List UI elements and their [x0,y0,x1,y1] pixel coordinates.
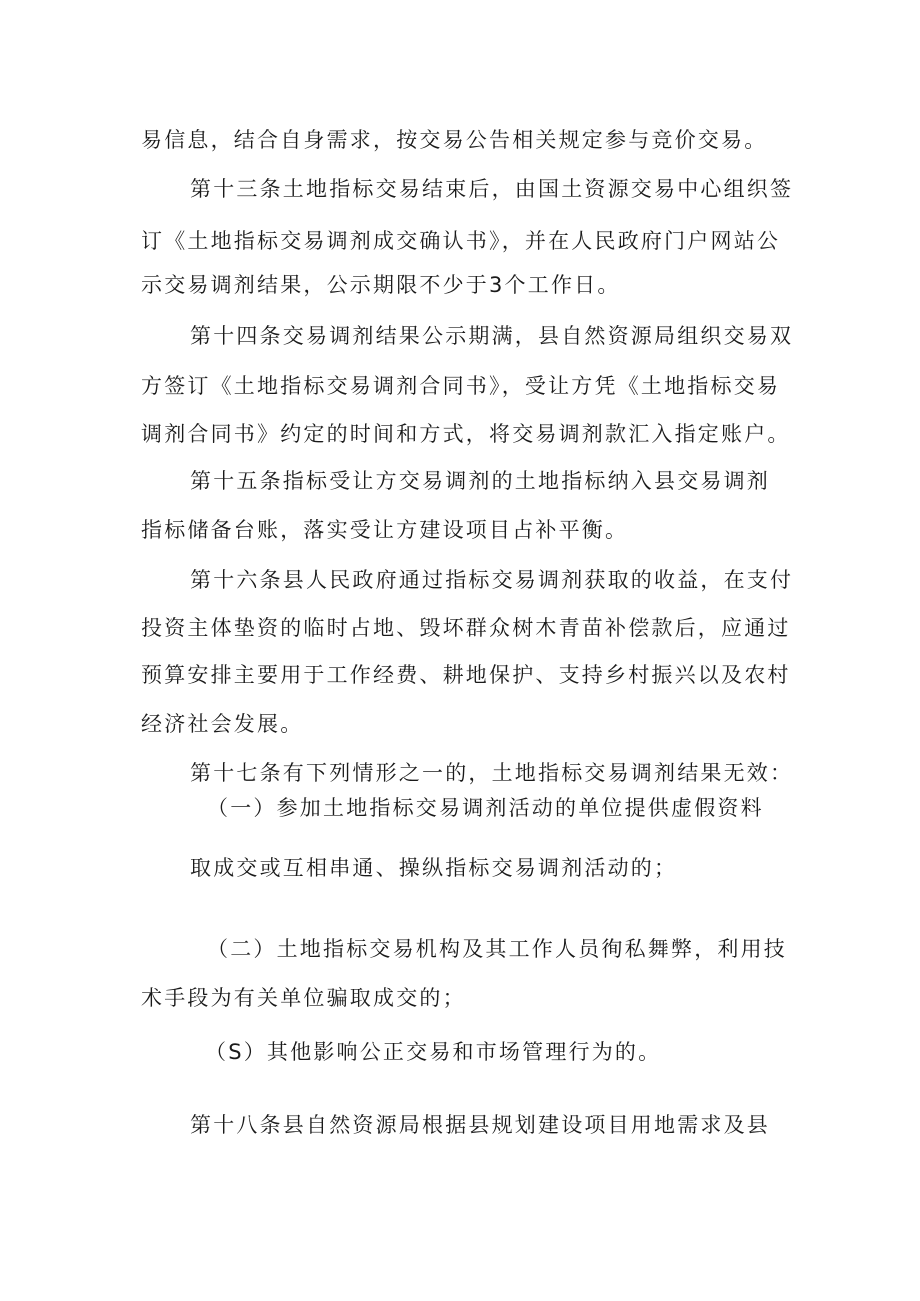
text-line-1: 易信息，结合自身需求，按交易公告相关规定参与竞价交易。 [141,128,768,152]
text-line-4: 示交易调剂结果，公示期限不少于3个工作日。 [141,273,621,297]
text-line-18: 术手段为有关单位骗取成交的； [141,986,466,1010]
text-line-20: 第十八条县自然资源局根据县规划建设项目用地需求及县 [190,1113,770,1137]
text-line-10: 第十六条县人民政府通过指标交易调剂获取的收益，在支付 [190,568,794,592]
text-line-5: 第十四条交易调剂结果公示期满，县自然资源局组织交易双 [190,324,794,348]
text-line-8: 第十五条指标受让方交易调剂的土地指标纳入县交易调剂 [190,469,770,493]
text-line-15: （一）参加土地指标交易调剂活动的单位提供虚假资料 [207,796,764,820]
text-line-7: 调剂合同书》约定的时间和方式，将交易调剂款汇入指定账户。 [141,422,791,446]
text-line-9: 指标储备台账，落实受让方建设项目占补平衡。 [141,518,629,542]
text-line-17: （二）土地指标交易机构及其工作人员徇私舞弊，利用技 [207,937,787,961]
text-line-11: 投资主体垫资的临时占地、毁坏群众树木青苗补偿款后，应通过 [141,616,791,640]
text-line-2: 第十三条土地指标交易结束后，由国土资源交易中心组织签 [190,177,794,201]
text-line-12: 预算安排主要用于工作经费、耕地保护、支持乡村振兴以及农村 [141,663,791,687]
text-line-16: 取成交或互相串通、操纵指标交易调剂活动的； [190,856,678,880]
text-line-14: 第十七条有下列情形之一的，土地指标交易调剂结果无效： [190,761,794,785]
text-line-19: （S）其他影响公正交易和市场管理行为的。 [205,1040,662,1064]
text-line-13: 经济社会发展。 [141,712,304,736]
text-line-3: 订《土地指标交易调剂成交确认书》，并在人民政府门户网站公 [141,229,781,253]
text-line-6: 方签订《土地指标交易调剂合同书》，受让方凭《土地指标交易 [141,374,781,398]
